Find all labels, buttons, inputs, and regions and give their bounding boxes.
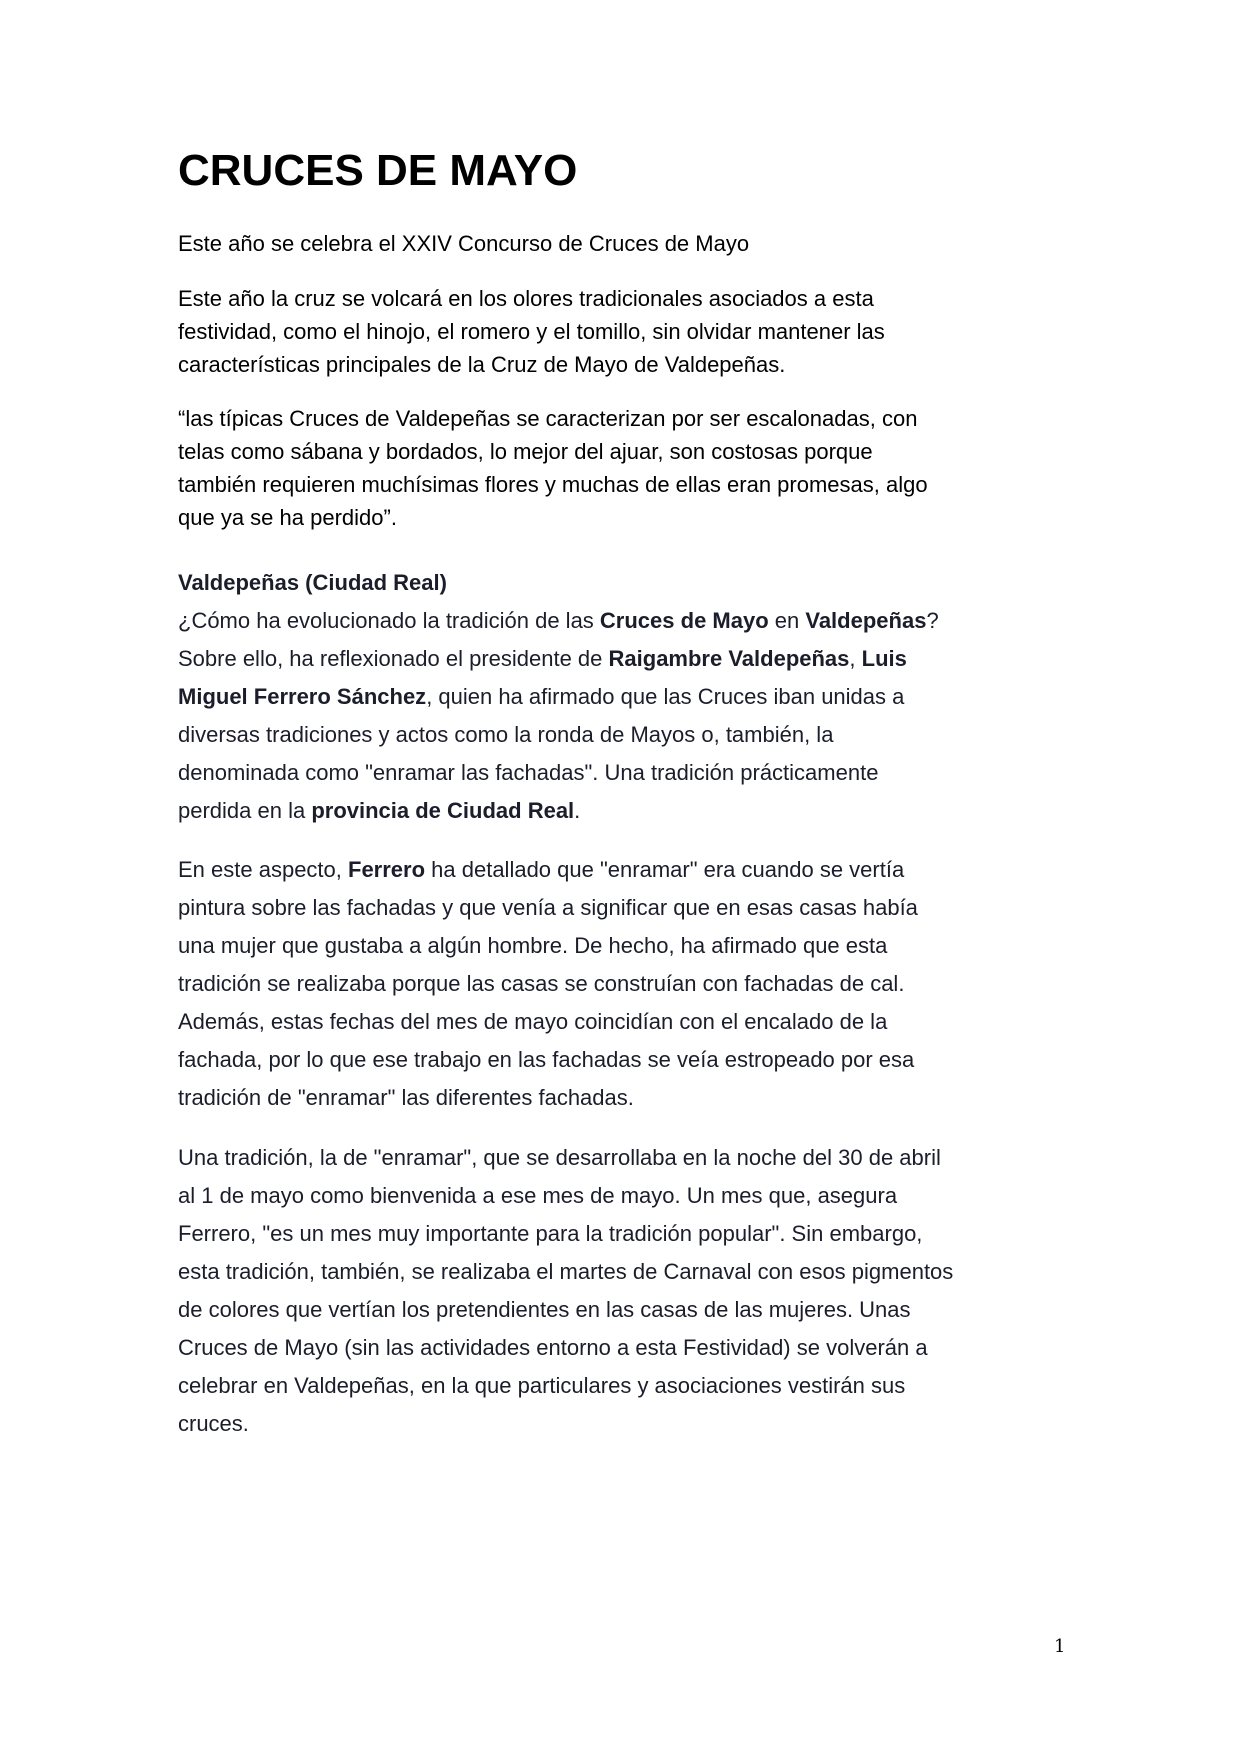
text-run: esta tradición, también, se realizaba el martes de Carnaval con esos pigmentos [178, 1259, 954, 1284]
text-run: , quien ha afirmado que las Cruces iban unidas a [426, 684, 905, 709]
bold-run: Luis [861, 646, 907, 671]
bold-run: Cruces de Mayo [599, 608, 769, 633]
text-run: celebrar en Valdepeñas, en la que particulares y asociaciones vestirán sus [178, 1373, 906, 1398]
text-run: ha detallado que "enramar" era cuando se vertía [425, 857, 905, 882]
text-run: una mujer que gustaba a algún hombre. De hecho, ha afirmado que esta [178, 933, 888, 958]
quote-paragraph [178, 402, 1068, 534]
text-run: En este aspecto, [178, 857, 348, 882]
text-run: cruces. [178, 1411, 249, 1436]
text-run: en [768, 608, 806, 633]
text-run: Ferrero, "es un mes muy importante para la tradición popular". Sin embargo, [178, 1221, 923, 1246]
quote-line: “las típicas Cruces de Valdepeñas se caracterizan por ser escalonadas, con [178, 406, 918, 431]
text-run: Una tradición, la de "enramar", que se desarrollaba en la noche del 30 de abril [178, 1145, 941, 1170]
text-run: . [574, 798, 581, 823]
cruz-line: características principales de la Cruz de Mayo de Valdepeñas. [178, 352, 786, 377]
text-run: pintura sobre las fachadas y que venía a significar que en esas casas había [178, 895, 918, 920]
cruz-line: Este año la cruz se volcará en los olores tradicionales asociados a esta [178, 286, 874, 311]
quote-line: también requieren muchísimas flores y muchas de ellas eran promesas, algo [178, 472, 928, 497]
text-run: de colores que vertían los pretendientes en las casas de las mujeres. Unas [178, 1297, 911, 1322]
text-run: ? [926, 608, 939, 633]
text-run: Sobre ello, ha reflexionado el presidente de [178, 646, 609, 671]
bold-run: Ferrero [348, 857, 426, 882]
text-run: tradición se realizaba porque las casas se construían con fachadas de cal. [178, 971, 905, 996]
text-run: tradición de "enramar" las diferentes fachadas. [178, 1085, 634, 1110]
text-run: Además, estas fechas del mes de mayo coincidían con el encalado de la [178, 1009, 888, 1034]
text-run: fachada, por lo que ese trabajo en las fachadas se veía estropeado por esa [178, 1047, 915, 1072]
intro-paragraph: Este año se celebra el XXIV Concurso de Cruces de Mayo [178, 231, 750, 256]
bold-run: Raigambre Valdepeñas [608, 646, 850, 671]
bold-run: Miguel Ferrero Sánchez [178, 684, 427, 709]
bold-run: Valdepeñas [805, 608, 927, 633]
quote-line: que ya se ha perdido”. [178, 505, 397, 530]
bold-run: provincia de Ciudad Real [311, 798, 575, 823]
cruz-paragraph [178, 282, 1068, 381]
text-run: al 1 de mayo como bienvenida a ese mes de mayo. Un mes que, asegura [178, 1183, 898, 1208]
text-run: , [849, 646, 862, 671]
text-run: Cruces de Mayo (sin las actividades entorno a esta Festividad) se volverán a [178, 1335, 928, 1360]
text-run: ¿Cómo ha evolucionado la tradición de las [178, 608, 600, 633]
quote-line: telas como sábana y bordados, lo mejor del ajuar, son costosas porque [178, 439, 873, 464]
document-title: CRUCES DE MAYO [178, 146, 578, 195]
cruz-line: festividad, como el hinojo, el romero y el tomillo, sin olvidar mantener las [178, 319, 885, 344]
aspecto-paragraph [178, 851, 1068, 1117]
text-run: perdida en la [178, 798, 312, 823]
section-heading: Valdepeñas (Ciudad Real) [178, 570, 447, 595]
enramar-paragraph [178, 1139, 1068, 1443]
valdepenas-section [178, 564, 1068, 830]
page-number: 1 [1054, 1636, 1066, 1657]
text-run: denominada como "enramar las fachadas". Una tradición prácticamente [178, 760, 879, 785]
text-run: diversas tradiciones y actos como la ronda de Mayos o, también, la [178, 722, 834, 747]
